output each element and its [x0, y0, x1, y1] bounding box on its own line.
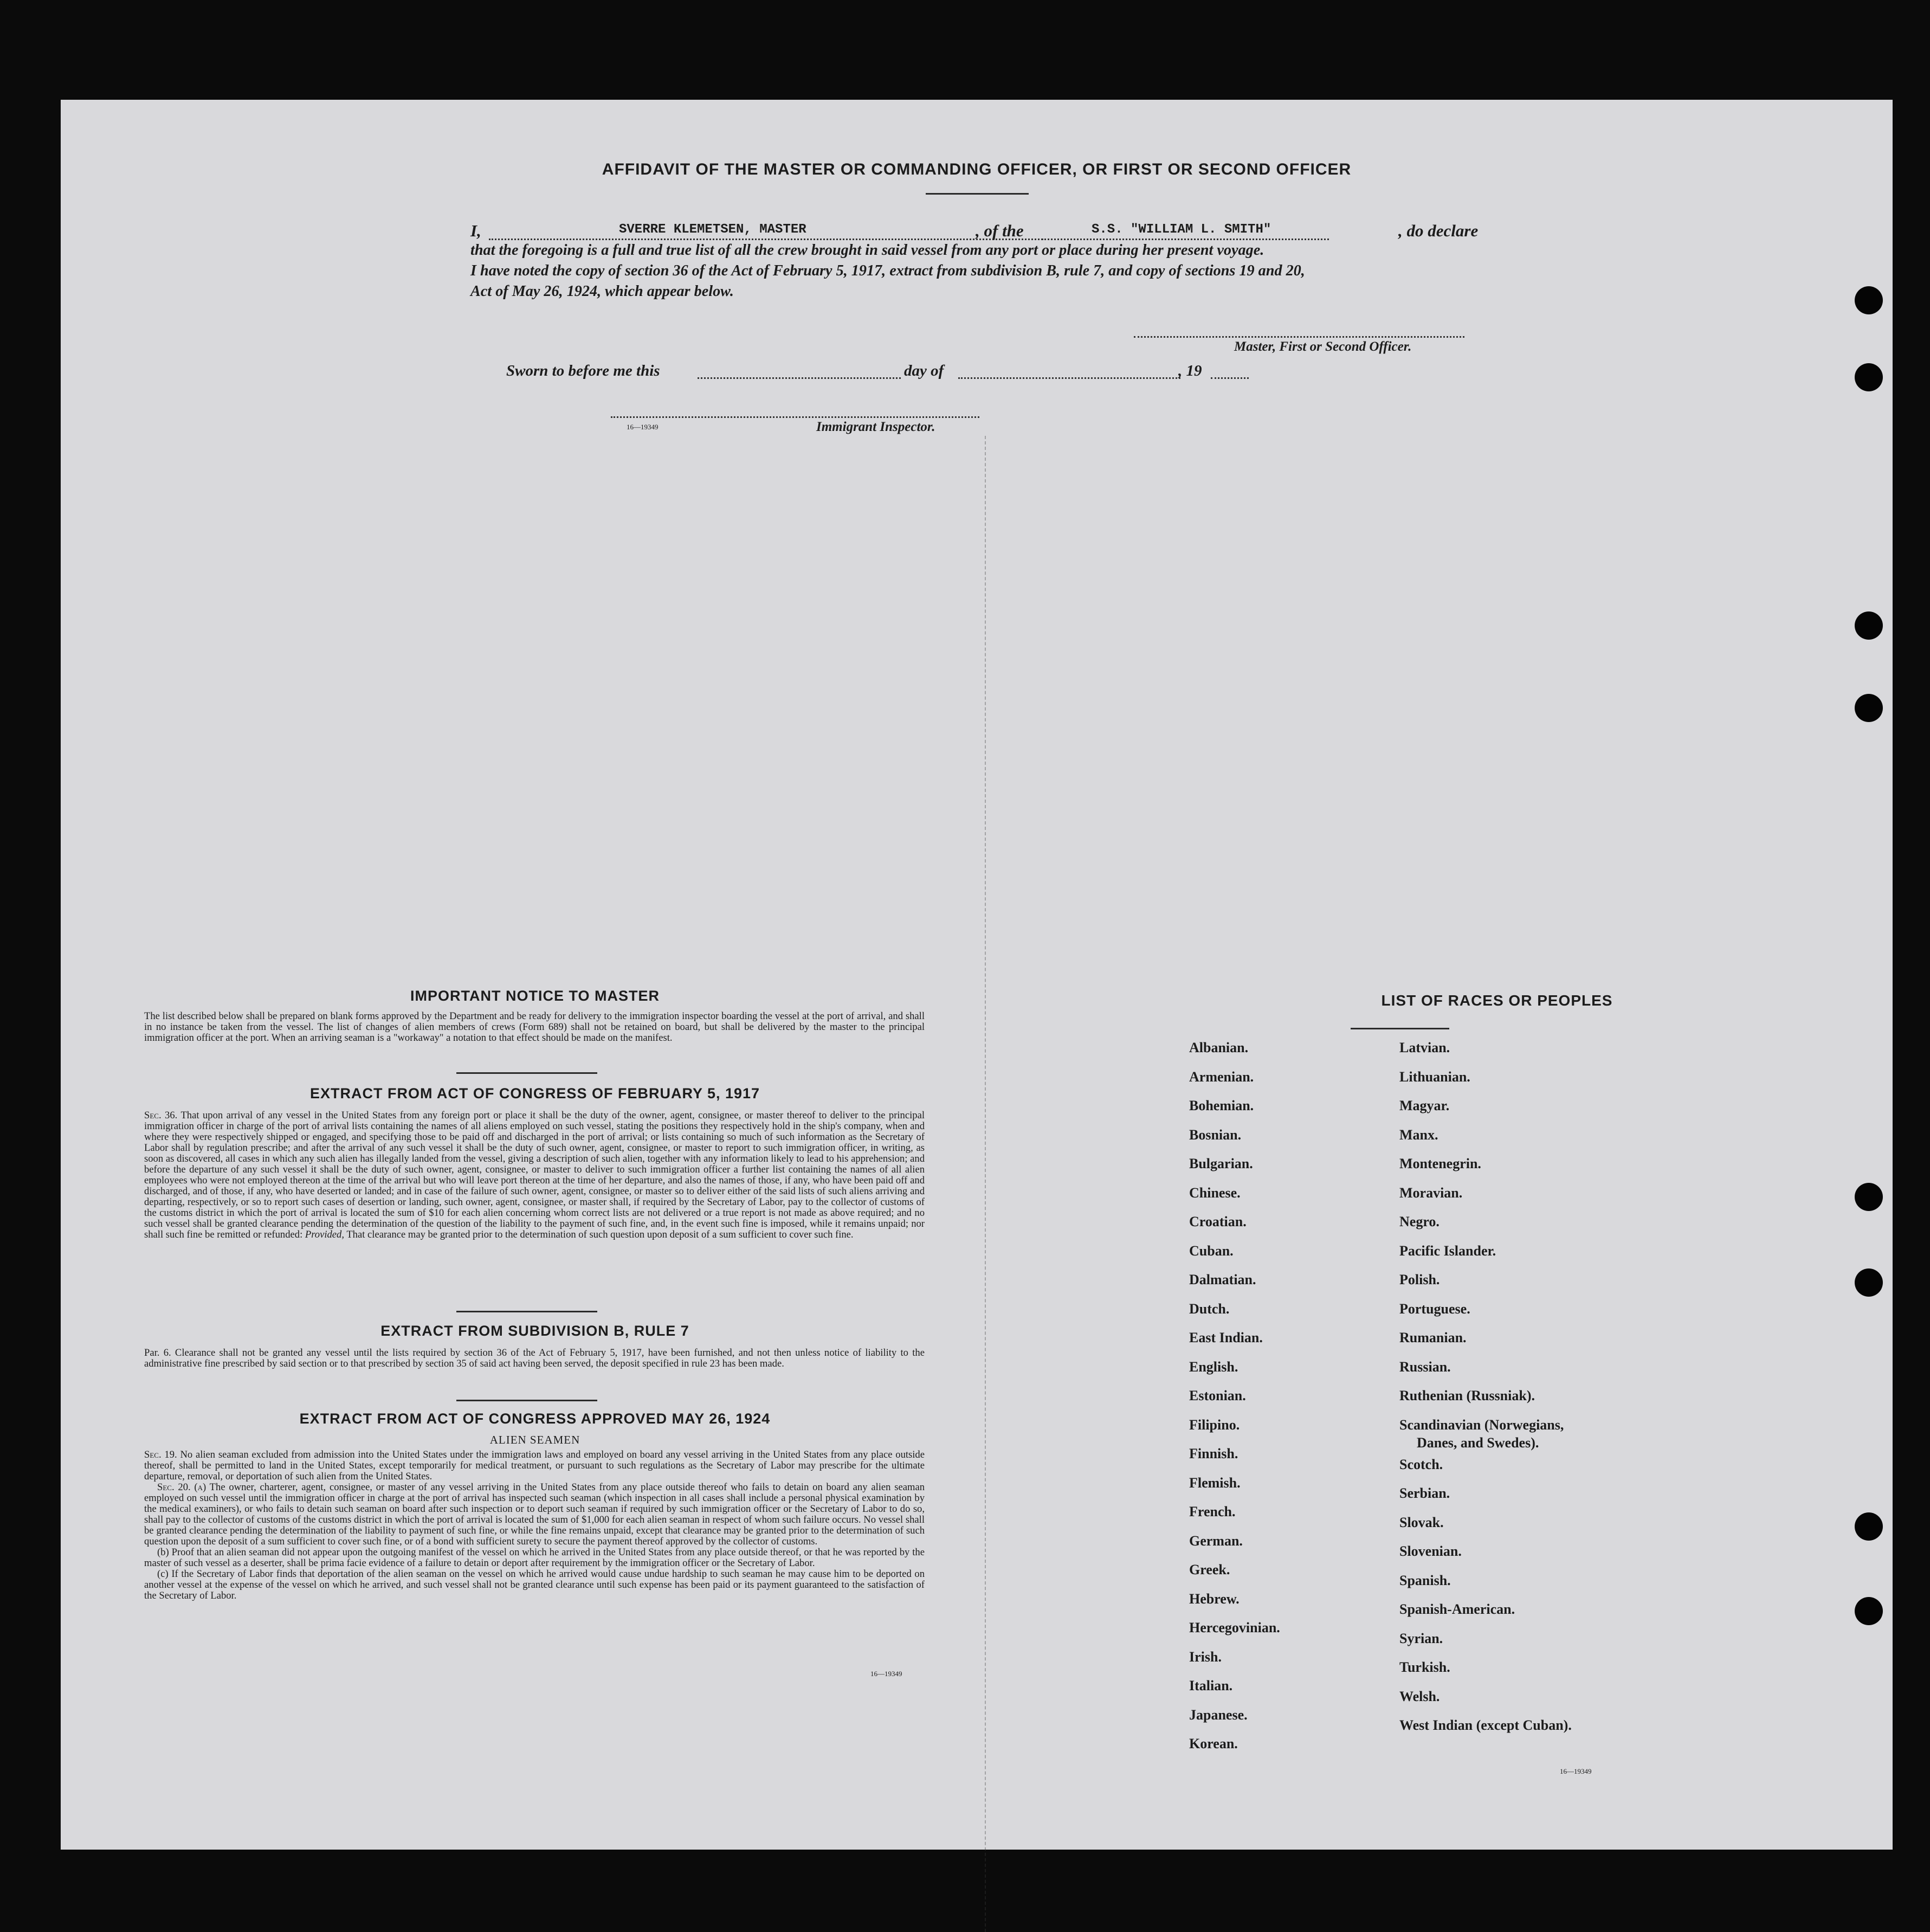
- alien-seamen-subtitle: ALIEN SEAMEN: [489, 1433, 580, 1446]
- sworn-day-field: [698, 377, 901, 379]
- extract-rule7-text: Par. 6. Clearance shall not be granted any vessel until the lists required by section 36 of the Act of February 5, 1917, have been furnished, and not then unless notice of liability to the administrative fine prescribed by said section or to that prescribed by section 35 of said act having been served, the deposit specified in rule 23 has been made.: [144, 1347, 925, 1369]
- binder-hole: [1855, 1183, 1883, 1211]
- race-item: Hercegovinian.: [1189, 1620, 1280, 1635]
- binder-hole: [1855, 1512, 1883, 1541]
- race-item: Irish.: [1189, 1648, 1222, 1665]
- race-item: Spanish.: [1399, 1572, 1451, 1588]
- provided-label: Provided,: [305, 1229, 345, 1240]
- extract-1924-text: [144, 1450, 925, 1601]
- sec-20-label: Sec. 20. (a): [157, 1482, 206, 1493]
- sec-20a-body: The owner, charterer, agent, consignee, or master of any vessel arriving in the United States from any place outside thereof who fails to detain on board any alien seaman employed on such vessel until the immigration officer in charge at the port of arrival has inspected such seaman (which inspection in all cases shall include a personal physical examination by the medical examiners), or who fails to detain such seaman on board after such inspection or to deport such seaman if required by such immigration officer or the Secretary of Labor to do so, shall pay to the collector of customs of the customs district in which the port of arrival is located the sum of $1,000 for each alien seaman in respect of whom such failure occurs. No vessel shall be granted clearance pending the determination of the liability to payment of such fine, or while the fine remains unpaid, except that clearance may be granted prior to the determination of such question upon the deposit of a sum sufficient to cover such fine, or of a bond with sufficient surety to secure the payment thereof approved by the collector of customs.: [144, 1482, 925, 1547]
- sec-19: [144, 1450, 925, 1482]
- race-item: Korean.: [1189, 1736, 1238, 1751]
- races-title: LIST OF RACES OR PEOPLES: [1381, 992, 1613, 1009]
- races-form-number: 16—19349: [1560, 1767, 1592, 1775]
- race-item: Welsh.: [1399, 1688, 1440, 1704]
- affidavit-form-number: 16—19349: [627, 423, 659, 431]
- race-item: Greek.: [1189, 1562, 1230, 1577]
- divider-2: [456, 1311, 597, 1312]
- race-item: Bohemian.: [1189, 1098, 1254, 1113]
- race-item: Syrian.: [1399, 1630, 1443, 1646]
- binder-hole: [1855, 286, 1883, 314]
- sec-36-end: That clearance may be granted prior to the determination of such question upon deposit of a sum sufficient to cover such fine.: [346, 1229, 854, 1240]
- extract-1924-title: EXTRACT FROM ACT OF CONGRESS APPROVED MAY 26, 1924: [299, 1411, 771, 1427]
- affidavit-line-2: that the foregoing is a full and true list of all the crew brought in said vessel from any port or place during her present voyage.: [470, 242, 1264, 259]
- divider-3: [456, 1400, 597, 1401]
- race-item: Filipino.: [1189, 1416, 1240, 1433]
- race-item: Finnish.: [1189, 1446, 1238, 1461]
- race-item: Serbian.: [1399, 1485, 1450, 1501]
- race-item: Turkish.: [1399, 1659, 1450, 1675]
- race-item: Bulgarian.: [1189, 1156, 1253, 1171]
- race-item: Moravian.: [1399, 1184, 1463, 1201]
- sworn-month-field: [958, 377, 1180, 379]
- do-declare-label: , do declare: [1398, 221, 1479, 240]
- inspector-caption: Immigrant Inspector.: [816, 420, 935, 434]
- race-item: Polish.: [1399, 1272, 1440, 1287]
- binder-hole: [1855, 363, 1883, 391]
- master-name-value: SVERRE KLEMETSEN, MASTER: [619, 222, 806, 237]
- race-item: Lithuanian.: [1399, 1068, 1470, 1085]
- races-underline: [1351, 1028, 1449, 1029]
- sec-19-label: Sec. 19.: [144, 1449, 177, 1460]
- race-item: Ruthenian (Russniak).: [1399, 1388, 1535, 1403]
- notice-text: The list described below shall be prepared on blank forms approved by the Department and be ready for delivery to the immigration inspector boarding the vessel at the port of arrival, and shall in no instance be taken from the vessel. The list of changes of alien members of crews (Form 689) shall not be retained on board, but shall be delivered by the master to the principal immigration officer at the port. When an arriving seaman is a "workaway" a notation to that effect should be made on the manifest.: [144, 1010, 925, 1044]
- race-item: Dalmatian.: [1189, 1272, 1256, 1287]
- notice-title: IMPORTANT NOTICE TO MASTER: [410, 988, 660, 1004]
- race-item: Latvian.: [1399, 1040, 1450, 1055]
- sec-20b-body: Proof that an alien seaman did not appear upon the outgoing manifest of the vessel on which he arrived in the United States from any place outside thereof, or that he was reported by the master of such vessel as a deserter, shall be prima facie evidence of a failure to detain or deport after requirement by the immigration officer or the Secretary of Labor.: [144, 1547, 925, 1569]
- sec-36-body: That upon arrival of any vessel in the United States from any foreign port or place it shall be the duty of the owner, agent, consignee, or master thereof to deliver to the principal immigration officer in charge of the port of arrival lists containing the names of all aliens employed on such vessel, stating the positions they respectively hold in the ship's company, when and where they were respectively shipped or engaged, and specifying those to be paid off and discharged in the port of arrival; or lists containing so much of such information as the Secretary of Labor shall by regulation prescribe; and after the arrival of any such vessel it shall be the duty of such owner, agent, consignee, or master to report to such immigration officer, in writing, as soon as discovered, all cases in which any such alien has illegally landed from the vessel, giving a description of such alien, together with any information likely to lead to his apprehension; and before the departure of any such vessel it shall be the duty of such owner, agent, consignee, or master to deliver to such immigration officer a further list containing the names of all alien employees who were not employed thereon at the time of the arrival but who will leave port thereon at the time of her departure, and also the names of those, if any, who have been paid off and discharged, and of those, if any, who have deserted or landed; and in case of the failure of such owner, agent, consignee, or master so to deliver either of the said lists of such aliens arriving and departing, respectively, or so to report such cases of desertion or landing, such owner, agent, consignee, or master shall, if required by the Secretary of Labor, pay to the collector of customs of the customs district in which the port of arrival is located the sum of $10 for each alien concerning whom correct lists are not delivered or a true report is not made as above required; and no such vessel shall be granted clearance pending the determination of the question of the liability to the payment of such fine, and, in the event such fine is imposed, while it remains unpaid; nor shall such fine be remitted or refunded:: [144, 1110, 925, 1240]
- vessel-name-value: S.S. "WILLIAM L. SMITH": [1092, 222, 1271, 237]
- extract-rule7-title: EXTRACT FROM SUBDIVISION B, RULE 7: [380, 1323, 689, 1339]
- race-item: Albanian.: [1189, 1040, 1249, 1055]
- binder-hole: [1855, 611, 1883, 640]
- race-item: Portuguese.: [1399, 1300, 1470, 1317]
- i-label: I,: [470, 221, 481, 240]
- year-label: , 19: [1178, 362, 1202, 379]
- divider-1: [456, 1072, 597, 1074]
- sworn-year-field: [1211, 377, 1249, 379]
- sec-20b-label: (b): [157, 1547, 169, 1558]
- race-item: Manx.: [1399, 1126, 1438, 1143]
- race-item: Negro.: [1399, 1214, 1440, 1229]
- title-underline: [926, 193, 1029, 195]
- race-item: Armenian.: [1189, 1068, 1254, 1085]
- page-fold: [985, 436, 986, 1932]
- race-item: Pacific Islander.: [1399, 1242, 1496, 1259]
- of-the-label: , of the: [976, 221, 1024, 240]
- sworn-label: Sworn to before me this: [506, 362, 660, 379]
- sec-36-label: Sec. 36.: [144, 1110, 178, 1121]
- sec-20a: [144, 1482, 925, 1547]
- inspector-signature-line: [611, 416, 979, 418]
- binder-hole: [1855, 694, 1883, 722]
- day-of-label: day of: [904, 362, 944, 379]
- race-item: Russian.: [1399, 1358, 1451, 1375]
- officer-caption: Master, First or Second Officer.: [1234, 339, 1412, 354]
- race-item: English.: [1189, 1358, 1238, 1375]
- sec-20c-body: If the Secretary of Labor finds that deportation of the alien seaman on the vessel on which he arrived would cause undue hardship to such seaman he may cause him to be deported on another vessel at the expense of the vessel on which he arrived, and such vessel shall not be granted clearance until such expense has been paid or its payment guaranteed to the satisfaction of the Secretary of Labor.: [144, 1568, 925, 1601]
- extract-1917-title: EXTRACT FROM ACT OF CONGRESS OF FEBRUARY 5, 1917: [309, 1085, 760, 1102]
- race-item: Cuban.: [1189, 1242, 1234, 1259]
- races-column-2: [1399, 1040, 1572, 1747]
- race-item: German.: [1189, 1532, 1243, 1549]
- binder-hole: [1855, 1597, 1883, 1625]
- race-item: Scandinavian (Norwegians,: [1399, 1416, 1564, 1433]
- sec-20b: [144, 1547, 925, 1569]
- form-page: [61, 100, 1893, 1850]
- affidavit-line-3: I have noted the copy of section 36 of the Act of February 5, 1917, extract from subdivision B, rule 7, and copy of sections 19 and 20,: [470, 262, 1305, 279]
- race-item: Bosnian.: [1189, 1126, 1242, 1143]
- race-item: Danes, and Swedes).: [1417, 1434, 1539, 1451]
- race-item: Croatian.: [1189, 1214, 1247, 1229]
- race-item: Slovak.: [1399, 1514, 1444, 1530]
- race-item: Slovenian.: [1399, 1543, 1462, 1559]
- binder-hole: [1855, 1268, 1883, 1297]
- officer-signature-line: [1134, 336, 1464, 338]
- race-item: Scotch.: [1399, 1456, 1443, 1472]
- race-item: Flemish.: [1189, 1474, 1241, 1491]
- race-item: East Indian.: [1189, 1330, 1263, 1345]
- sec-20c: [144, 1569, 925, 1601]
- extract-form-number: 16—19349: [870, 1670, 902, 1678]
- sec-19-body: No alien seaman excluded from admission into the United States under the immigration laws and employed on board any vessel arriving in the United States from any place outside thereof, shall be permitted to land in the United States, except temporarily for medical treatment, or pursuant to such regulations as the Secretary of Labor may prescribe for the ultimate departure, removal, or deportation of such alien from the United States.: [144, 1449, 925, 1482]
- race-item: Italian.: [1189, 1678, 1233, 1693]
- race-item: Estonian.: [1189, 1388, 1246, 1403]
- affidavit-title: AFFIDAVIT OF THE MASTER OR COMMANDING OFFICER, OR FIRST OR SECOND OFFICER: [602, 160, 1352, 178]
- vessel-name-field: [1042, 239, 1329, 240]
- race-item: French.: [1189, 1504, 1236, 1519]
- race-item: Montenegrin.: [1399, 1156, 1481, 1171]
- races-column-1: [1189, 1040, 1280, 1765]
- race-item: West Indian (except Cuban).: [1399, 1717, 1572, 1733]
- race-item: Japanese.: [1189, 1706, 1248, 1723]
- extract-1917-text: [144, 1110, 925, 1240]
- affidavit-line-4: Act of May 26, 1924, which appear below.: [470, 283, 734, 300]
- race-item: Spanish-American.: [1399, 1601, 1515, 1617]
- race-item: Magyar.: [1399, 1098, 1450, 1113]
- race-item: Chinese.: [1189, 1184, 1241, 1201]
- race-item: Rumanian.: [1399, 1330, 1467, 1345]
- sec-20c-label: (c): [157, 1568, 169, 1580]
- race-item: Hebrew.: [1189, 1590, 1240, 1607]
- race-item: Dutch.: [1189, 1300, 1230, 1317]
